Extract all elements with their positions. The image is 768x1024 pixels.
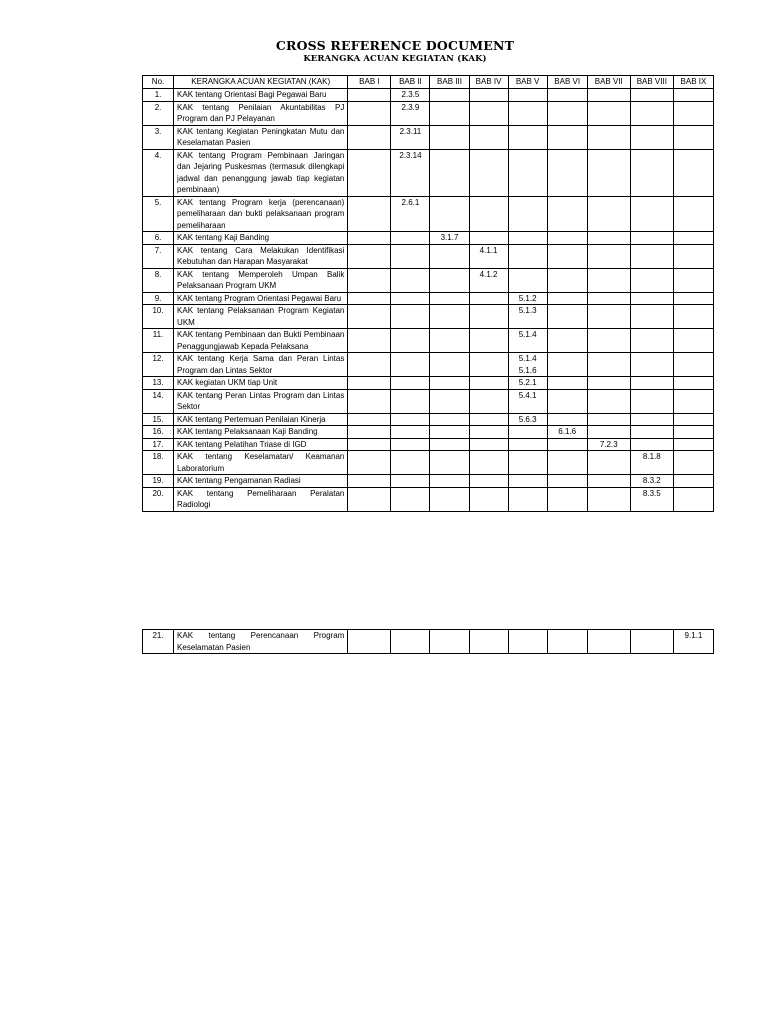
bab-reference-cell bbox=[469, 377, 508, 390]
bab-reference-cell bbox=[547, 125, 587, 149]
bab-reference-cell bbox=[391, 438, 430, 451]
bab-reference-cell bbox=[430, 329, 469, 353]
bab-reference-cell bbox=[630, 244, 673, 268]
kak-title: KAK tentang Pelaksanaan Kaji Banding bbox=[174, 426, 348, 439]
bab-reference-cell bbox=[673, 196, 713, 232]
bab-reference-cell bbox=[547, 630, 587, 654]
bab-reference-cell bbox=[348, 475, 391, 488]
bab-reference-cell bbox=[508, 426, 547, 439]
bab-reference-cell: 5.2.1 bbox=[508, 377, 547, 390]
bab-reference-cell bbox=[469, 438, 508, 451]
bab-reference-cell bbox=[630, 329, 673, 353]
bab-reference-cell bbox=[547, 329, 587, 353]
row-number: 2. bbox=[143, 101, 174, 125]
bab-reference-cell bbox=[391, 426, 430, 439]
bab-reference-cell: 7.2.3 bbox=[587, 438, 630, 451]
bab-reference-cell bbox=[391, 329, 430, 353]
row-number: 3. bbox=[143, 125, 174, 149]
bab-reference-cell bbox=[391, 630, 430, 654]
bab-reference-cell: 8.3.5 bbox=[630, 487, 673, 511]
bab-reference-cell: 2.3.11 bbox=[391, 125, 430, 149]
kak-title: KAK tentang Pelatihan Triase di IGD bbox=[174, 438, 348, 451]
bab-reference-cell bbox=[430, 475, 469, 488]
bab-reference-cell bbox=[348, 451, 391, 475]
bab-reference-cell bbox=[673, 292, 713, 305]
bab-reference-cell bbox=[508, 630, 547, 654]
bab-reference-cell bbox=[430, 196, 469, 232]
table-row bbox=[143, 451, 714, 475]
bab-reference-cell bbox=[547, 196, 587, 232]
table-row bbox=[143, 475, 714, 488]
table-row bbox=[143, 268, 714, 292]
kak-title: KAK tentang Orientasi Bagi Pegawai Baru bbox=[174, 89, 348, 102]
bab-reference-cell bbox=[430, 125, 469, 149]
bab-reference-cell bbox=[673, 125, 713, 149]
column-header: BAB III bbox=[430, 76, 469, 89]
bab-reference-cell bbox=[348, 353, 391, 377]
bab-reference-cell bbox=[547, 149, 587, 196]
row-number: 16. bbox=[143, 426, 174, 439]
kak-title: KAK tentang Penilaian Akuntabilitas PJ Program dan PJ Pelayanan bbox=[174, 101, 348, 125]
bab-reference-cell bbox=[508, 475, 547, 488]
table-row bbox=[143, 125, 714, 149]
table-row bbox=[143, 305, 714, 329]
bab-reference-cell bbox=[508, 196, 547, 232]
bab-reference-cell bbox=[430, 89, 469, 102]
bab-reference-cell bbox=[587, 377, 630, 390]
bab-reference-cell bbox=[547, 101, 587, 125]
bab-reference-cell bbox=[673, 475, 713, 488]
row-number: 1. bbox=[143, 89, 174, 102]
bab-reference-cell bbox=[630, 389, 673, 413]
kak-title: KAK tentang Cara Melakukan Identifikasi Kebutuhan dan Harapan Masyarakat bbox=[174, 244, 348, 268]
kak-title: KAK kegiatan UKM tiap Unit bbox=[174, 377, 348, 390]
kak-title: KAK tentang Pengamanan Radiasi bbox=[174, 475, 348, 488]
bab-reference-cell bbox=[508, 89, 547, 102]
bab-reference-cell bbox=[348, 426, 391, 439]
kak-title: KAK tentang Perencanaan Program Keselamatan Pasien bbox=[174, 630, 348, 654]
bab-reference-cell bbox=[348, 305, 391, 329]
bab-reference-cell bbox=[430, 149, 469, 196]
bab-reference-cell bbox=[630, 125, 673, 149]
kak-title: KAK tentang Pemeliharaan Peralatan Radiologi bbox=[174, 487, 348, 511]
table-row bbox=[143, 353, 714, 377]
table-row bbox=[143, 426, 714, 439]
bab-reference-cell bbox=[348, 89, 391, 102]
bab-reference-cell bbox=[391, 232, 430, 245]
bab-reference-cell bbox=[587, 630, 630, 654]
bab-reference-cell bbox=[469, 149, 508, 196]
bab-reference-cell: 8.1.8 bbox=[630, 451, 673, 475]
bab-reference-cell bbox=[587, 389, 630, 413]
bab-reference-cell bbox=[430, 389, 469, 413]
bab-reference-cell bbox=[673, 487, 713, 511]
bab-reference-cell bbox=[391, 413, 430, 426]
bab-reference-cell bbox=[587, 292, 630, 305]
bab-reference-cell bbox=[469, 475, 508, 488]
bab-reference-cell bbox=[547, 438, 587, 451]
bab-reference-cell bbox=[469, 426, 508, 439]
row-number: 11. bbox=[143, 329, 174, 353]
kak-title: KAK tentang Program kerja (perencanaan) pemeliharaan dan bukti pelaksanaan program pemeliharaan bbox=[174, 196, 348, 232]
bab-reference-cell bbox=[508, 438, 547, 451]
row-number: 4. bbox=[143, 149, 174, 196]
bab-reference-cell bbox=[547, 389, 587, 413]
bab-reference-cell bbox=[348, 329, 391, 353]
table-row bbox=[143, 232, 714, 245]
bab-reference-cell bbox=[348, 196, 391, 232]
bab-reference-cell bbox=[469, 487, 508, 511]
bab-reference-cell: 5.1.3 bbox=[508, 305, 547, 329]
bab-reference-cell bbox=[587, 426, 630, 439]
bab-reference-cell: 4.1.1 bbox=[469, 244, 508, 268]
bab-reference-cell bbox=[469, 329, 508, 353]
table-row bbox=[143, 89, 714, 102]
bab-reference-cell bbox=[348, 487, 391, 511]
bab-reference-cell bbox=[630, 196, 673, 232]
kak-title: KAK tentang Program Pembinaan Jaringan dan Jejaring Puskesmas (termasuk dilengkapi jadwal dan penanggung jawab tiap kegiatan pembinaan) bbox=[174, 149, 348, 196]
bab-reference-cell bbox=[630, 426, 673, 439]
row-number: 17. bbox=[143, 438, 174, 451]
bab-reference-cell bbox=[547, 475, 587, 488]
bab-reference-cell bbox=[630, 268, 673, 292]
bab-reference-cell: 3.1.7 bbox=[430, 232, 469, 245]
bab-reference-cell bbox=[391, 389, 430, 413]
bab-reference-cell bbox=[630, 89, 673, 102]
bab-reference-cell bbox=[547, 292, 587, 305]
bab-reference-cell bbox=[673, 451, 713, 475]
bab-reference-cell bbox=[630, 438, 673, 451]
bab-reference-cell bbox=[348, 244, 391, 268]
kak-title: KAK tentang Pertemuan Penilaian Kinerja bbox=[174, 413, 348, 426]
bab-reference-cell: 2.3.9 bbox=[391, 101, 430, 125]
row-number: 10. bbox=[143, 305, 174, 329]
bab-reference-cell bbox=[547, 244, 587, 268]
bab-reference-cell: 5.1.4 5.1.6 bbox=[508, 353, 547, 377]
column-header: BAB VII bbox=[587, 76, 630, 89]
bab-reference-cell bbox=[469, 196, 508, 232]
bab-reference-cell bbox=[587, 305, 630, 329]
bab-reference-cell bbox=[469, 451, 508, 475]
bab-reference-cell bbox=[547, 89, 587, 102]
column-header: KERANGKA ACUAN KEGIATAN (KAK) bbox=[174, 76, 348, 89]
document-title: CROSS REFERENCE DOCUMENT bbox=[275, 38, 515, 53]
bab-reference-cell bbox=[547, 353, 587, 377]
bab-reference-cell bbox=[587, 149, 630, 196]
bab-reference-cell bbox=[508, 232, 547, 245]
bab-reference-cell bbox=[391, 353, 430, 377]
bab-reference-cell bbox=[673, 377, 713, 390]
bab-reference-cell: 5.1.4 bbox=[508, 329, 547, 353]
bab-reference-cell bbox=[391, 268, 430, 292]
bab-reference-cell bbox=[673, 438, 713, 451]
bab-reference-cell bbox=[587, 475, 630, 488]
row-number: 5. bbox=[143, 196, 174, 232]
table-row bbox=[143, 377, 714, 390]
row-number: 21. bbox=[143, 630, 174, 654]
bab-reference-cell bbox=[469, 125, 508, 149]
bab-reference-cell bbox=[508, 101, 547, 125]
row-number: 6. bbox=[143, 232, 174, 245]
bab-reference-cell bbox=[673, 329, 713, 353]
bab-reference-cell bbox=[673, 244, 713, 268]
bab-reference-cell bbox=[673, 413, 713, 426]
table-row bbox=[143, 244, 714, 268]
bab-reference-cell bbox=[547, 451, 587, 475]
bab-reference-cell bbox=[508, 244, 547, 268]
bab-reference-cell bbox=[348, 268, 391, 292]
kak-title: KAK tentang Pelaksanaan Program Kegiatan UKM bbox=[174, 305, 348, 329]
bab-reference-cell bbox=[348, 149, 391, 196]
bab-reference-cell bbox=[391, 377, 430, 390]
kak-title: KAK tentang Kerja Sama dan Peran Lintas Program dan Lintas Sektor bbox=[174, 353, 348, 377]
column-header: BAB VI bbox=[547, 76, 587, 89]
bab-reference-cell: 5.4.1 bbox=[508, 389, 547, 413]
bab-reference-cell: 5.1.2 bbox=[508, 292, 547, 305]
bab-reference-cell bbox=[587, 329, 630, 353]
kak-title: KAK tentang Peran Lintas Program dan Lintas Sektor bbox=[174, 389, 348, 413]
bab-reference-cell bbox=[630, 101, 673, 125]
bab-reference-cell bbox=[430, 101, 469, 125]
column-header: BAB IV bbox=[469, 76, 508, 89]
bab-reference-cell bbox=[630, 630, 673, 654]
bab-reference-cell bbox=[587, 244, 630, 268]
bab-reference-cell bbox=[348, 292, 391, 305]
column-header: BAB V bbox=[508, 76, 547, 89]
kak-title: KAK tentang Program Orientasi Pegawai Baru bbox=[174, 292, 348, 305]
bab-reference-cell bbox=[469, 101, 508, 125]
bab-reference-cell: 4.1.2 bbox=[469, 268, 508, 292]
row-number: 14. bbox=[143, 389, 174, 413]
bab-reference-cell bbox=[348, 630, 391, 654]
cross-reference-table-continued bbox=[142, 629, 714, 654]
column-header: No. bbox=[143, 76, 174, 89]
bab-reference-cell bbox=[587, 451, 630, 475]
bab-reference-cell: 2.6.1 bbox=[391, 196, 430, 232]
column-header: BAB I bbox=[348, 76, 391, 89]
bab-reference-cell bbox=[430, 244, 469, 268]
row-number: 9. bbox=[143, 292, 174, 305]
bab-reference-cell bbox=[469, 630, 508, 654]
row-number: 8. bbox=[143, 268, 174, 292]
bab-reference-cell bbox=[348, 125, 391, 149]
bab-reference-cell bbox=[630, 305, 673, 329]
bab-reference-cell bbox=[469, 353, 508, 377]
table-row bbox=[143, 292, 714, 305]
bab-reference-cell bbox=[469, 292, 508, 305]
row-number: 7. bbox=[143, 244, 174, 268]
kak-title: KAK tentang Kegiatan Peningkatan Mutu dan Keselamatan Pasien bbox=[174, 125, 348, 149]
bab-reference-cell bbox=[587, 353, 630, 377]
column-header: BAB VIII bbox=[630, 76, 673, 89]
bab-reference-cell bbox=[348, 438, 391, 451]
bab-reference-cell bbox=[430, 353, 469, 377]
row-number: 18. bbox=[143, 451, 174, 475]
bab-reference-cell bbox=[630, 353, 673, 377]
bab-reference-cell bbox=[430, 630, 469, 654]
bab-reference-cell bbox=[391, 487, 430, 511]
bab-reference-cell bbox=[430, 268, 469, 292]
bab-reference-cell bbox=[391, 451, 430, 475]
bab-reference-cell bbox=[348, 413, 391, 426]
row-number: 15. bbox=[143, 413, 174, 426]
table-row bbox=[143, 413, 714, 426]
bab-reference-cell bbox=[508, 268, 547, 292]
bab-reference-cell bbox=[391, 292, 430, 305]
bab-reference-cell bbox=[587, 413, 630, 426]
bab-reference-cell bbox=[430, 487, 469, 511]
bab-reference-cell: 2.3.5 bbox=[391, 89, 430, 102]
bab-reference-cell bbox=[547, 232, 587, 245]
table-row bbox=[143, 329, 714, 353]
bab-reference-cell bbox=[673, 232, 713, 245]
bab-reference-cell bbox=[430, 438, 469, 451]
bab-reference-cell bbox=[430, 451, 469, 475]
bab-reference-cell: 2.3.14 bbox=[391, 149, 430, 196]
table-row bbox=[143, 101, 714, 125]
bab-reference-cell bbox=[673, 268, 713, 292]
bab-reference-cell bbox=[630, 413, 673, 426]
bab-reference-cell bbox=[508, 149, 547, 196]
kak-title: KAK tentang Kaji Banding bbox=[174, 232, 348, 245]
bab-reference-cell bbox=[469, 89, 508, 102]
bab-reference-cell bbox=[547, 377, 587, 390]
kak-title: KAK tentang Pembinaan dan Bukti Pembinaan Penaggungjawab Kepada Pelaksana bbox=[174, 329, 348, 353]
table-row bbox=[143, 149, 714, 196]
bab-reference-cell bbox=[469, 232, 508, 245]
row-number: 20. bbox=[143, 487, 174, 511]
bab-reference-cell bbox=[587, 101, 630, 125]
column-header: BAB II bbox=[391, 76, 430, 89]
bab-reference-cell: 8.3.2 bbox=[630, 475, 673, 488]
kak-title: KAK tentang Keselamatan/ Keamanan Laboratorium bbox=[174, 451, 348, 475]
bab-reference-cell bbox=[348, 389, 391, 413]
bab-reference-cell bbox=[547, 487, 587, 511]
bab-reference-cell bbox=[673, 426, 713, 439]
bab-reference-cell bbox=[587, 196, 630, 232]
table-row bbox=[143, 487, 714, 511]
bab-reference-cell bbox=[673, 101, 713, 125]
bab-reference-cell bbox=[469, 413, 508, 426]
row-number: 12. bbox=[143, 353, 174, 377]
bab-reference-cell bbox=[469, 389, 508, 413]
bab-reference-cell bbox=[469, 305, 508, 329]
bab-reference-cell bbox=[587, 232, 630, 245]
bab-reference-cell bbox=[391, 305, 430, 329]
bab-reference-cell bbox=[673, 389, 713, 413]
bab-reference-cell: 6.1.6 bbox=[547, 426, 587, 439]
bab-reference-cell bbox=[430, 426, 469, 439]
bab-reference-cell bbox=[587, 89, 630, 102]
bab-reference-cell: 5.6.3 bbox=[508, 413, 547, 426]
bab-reference-cell bbox=[508, 125, 547, 149]
document-subtitle: KERANGKA ACUAN KEGIATAN (KAK) bbox=[303, 54, 487, 64]
bab-reference-cell: 9.1.1 bbox=[673, 630, 713, 654]
bab-reference-cell bbox=[430, 413, 469, 426]
cross-reference-table bbox=[142, 75, 714, 512]
bab-reference-cell bbox=[630, 377, 673, 390]
bab-reference-cell bbox=[547, 413, 587, 426]
bab-reference-cell bbox=[430, 305, 469, 329]
bab-reference-cell bbox=[587, 125, 630, 149]
bab-reference-cell bbox=[430, 377, 469, 390]
kak-title: KAK tentang Memperoleh Umpan Balik Pelaksanaan Program UKM bbox=[174, 268, 348, 292]
column-header: BAB IX bbox=[673, 76, 713, 89]
bab-reference-cell bbox=[630, 292, 673, 305]
bab-reference-cell bbox=[508, 451, 547, 475]
bab-reference-cell bbox=[391, 244, 430, 268]
bab-reference-cell bbox=[673, 149, 713, 196]
bab-reference-cell bbox=[673, 305, 713, 329]
bab-reference-cell bbox=[630, 149, 673, 196]
bab-reference-cell bbox=[508, 487, 547, 511]
table-row bbox=[143, 389, 714, 413]
bab-reference-cell bbox=[587, 268, 630, 292]
table-header-row bbox=[143, 76, 714, 89]
table-row bbox=[143, 630, 714, 654]
bab-reference-cell bbox=[348, 232, 391, 245]
table-row bbox=[143, 196, 714, 232]
row-number: 19. bbox=[143, 475, 174, 488]
bab-reference-cell bbox=[547, 305, 587, 329]
bab-reference-cell bbox=[630, 232, 673, 245]
row-number: 13. bbox=[143, 377, 174, 390]
bab-reference-cell bbox=[673, 89, 713, 102]
table-row bbox=[143, 438, 714, 451]
bab-reference-cell bbox=[348, 101, 391, 125]
bab-reference-cell bbox=[587, 487, 630, 511]
bab-reference-cell bbox=[430, 292, 469, 305]
bab-reference-cell bbox=[547, 268, 587, 292]
bab-reference-cell bbox=[348, 377, 391, 390]
bab-reference-cell bbox=[673, 353, 713, 377]
bab-reference-cell bbox=[391, 475, 430, 488]
